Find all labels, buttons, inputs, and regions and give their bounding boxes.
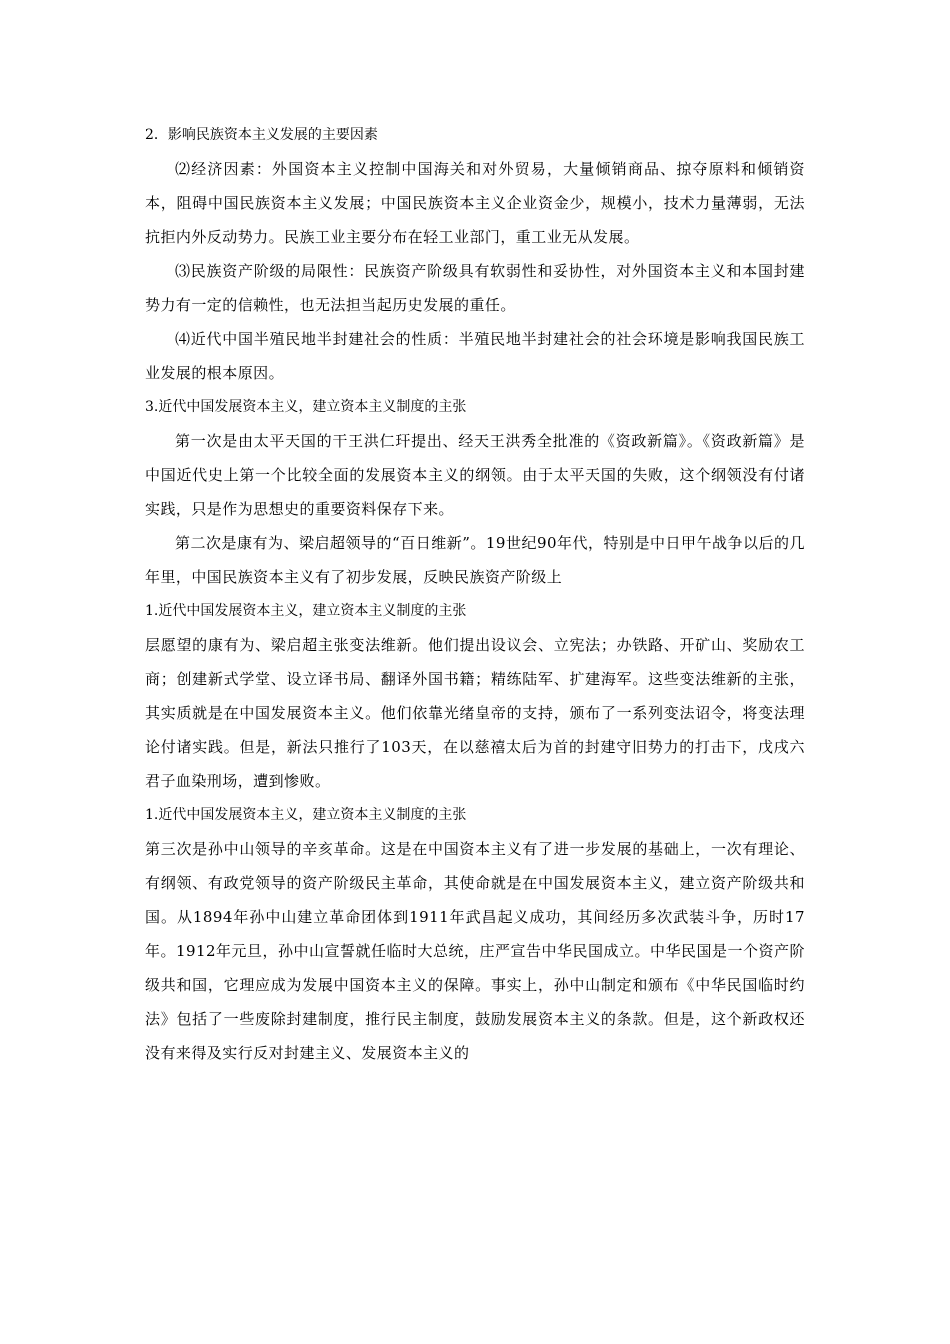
paragraph-first-attempt: 第一次是由太平天国的干王洪仁玕提出、经天王洪秀全批准的《资政新篇》。《资政新篇》是中国近代史上第一个比较全面的发展资本主义的纲领。由于太平天国的失败，这个纲领没有付诸实践，只是作为思想史的重要资料保存下来。 (145, 432, 805, 518)
paragraph-third-attempt: 第三次是孙中山领导的辛亥革命。这是在中国资本主义有了进一步发展的基础上，一次有理论、有纲领、有政党领导的资产阶级民主革命，其使命就是在中国发展资本主义，建立资产阶级共和国。从1894年孙中山建立革命团体到1911年武昌起义成功，其间经历多次武装斗争，历时17年。1912年元旦，孙中山宣誓就任临时大总统，庄严宣告中华民国成立。中华民国是一个资产阶级共和国，它理应成为发展中国资本主义的保障。事实上，孙中山制定和颁布《中华民国临时约法》包括了一些废除封建制度，推行民主制度，鼓励发展资本主义的条款。但是，这个新政权还没有来得及实行反对封建主义、发展资本主义的 (145, 840, 805, 1062)
section-heading: 3.近代中国发展资本主义，建立资本主义制度的主张 (145, 399, 467, 415)
section-heading: 1.近代中国发展资本主义，建立资本主义制度的主张 (145, 603, 467, 619)
paragraph-economic-factors: ⑵经济因素：外国资本主义控制中国海关和对外贸易，大量倾销商品、掠夺原料和倾销资本，阻碍中国民族资本主义发展；中国民族资本主义企业资金少，规模小，技术力量薄弱，无法抗拒内外反动势力。民族工业主要分布在轻工业部门，重工业无从发展。 (145, 160, 805, 246)
paragraph-second-attempt: 第二次是康有为、梁启超领导的“百日维新”。19世纪90年代，特别是中日甲午战争以后的几年里，中国民族资本主义有了初步发展，反映民族资产阶级上 (145, 534, 805, 586)
section-heading: 2．影响民族资本主义发展的主要因素 (145, 127, 378, 143)
paragraph-bourgeoisie-limitations: ⑶民族资产阶级的局限性：民族资产阶级具有软弱性和妥协性，对外国资本主义和本国封建势力有一定的信赖性，也无法担当起历史发展的重任。 (145, 262, 805, 314)
paragraph-reform-movement: 层愿望的康有为、梁启超主张变法维新。他们提出设议会、立宪法；办铁路、开矿山、奖励农工商；创建新式学堂、设立译书局、翻译外国书籍；精练陆军、扩建海军。这些变法维新的主张，其实质就是在中国发展资本主义。他们依靠光绪皇帝的支持，颁布了一系列变法诏令，将变法理论付诸实践。但是，新法只推行了103天，在以慈禧太后为首的封建守旧势力的打击下，戊戌六君子血染刑场，遭到惨败。 (145, 636, 805, 790)
document-page (145, 118, 805, 1070)
section-heading: 1.近代中国发展资本主义，建立资本主义制度的主张 (145, 807, 467, 823)
paragraph-society-nature: ⑷近代中国半殖民地半封建社会的性质：半殖民地半封建社会的社会环境是影响我国民族工业发展的根本原因。 (145, 330, 805, 382)
